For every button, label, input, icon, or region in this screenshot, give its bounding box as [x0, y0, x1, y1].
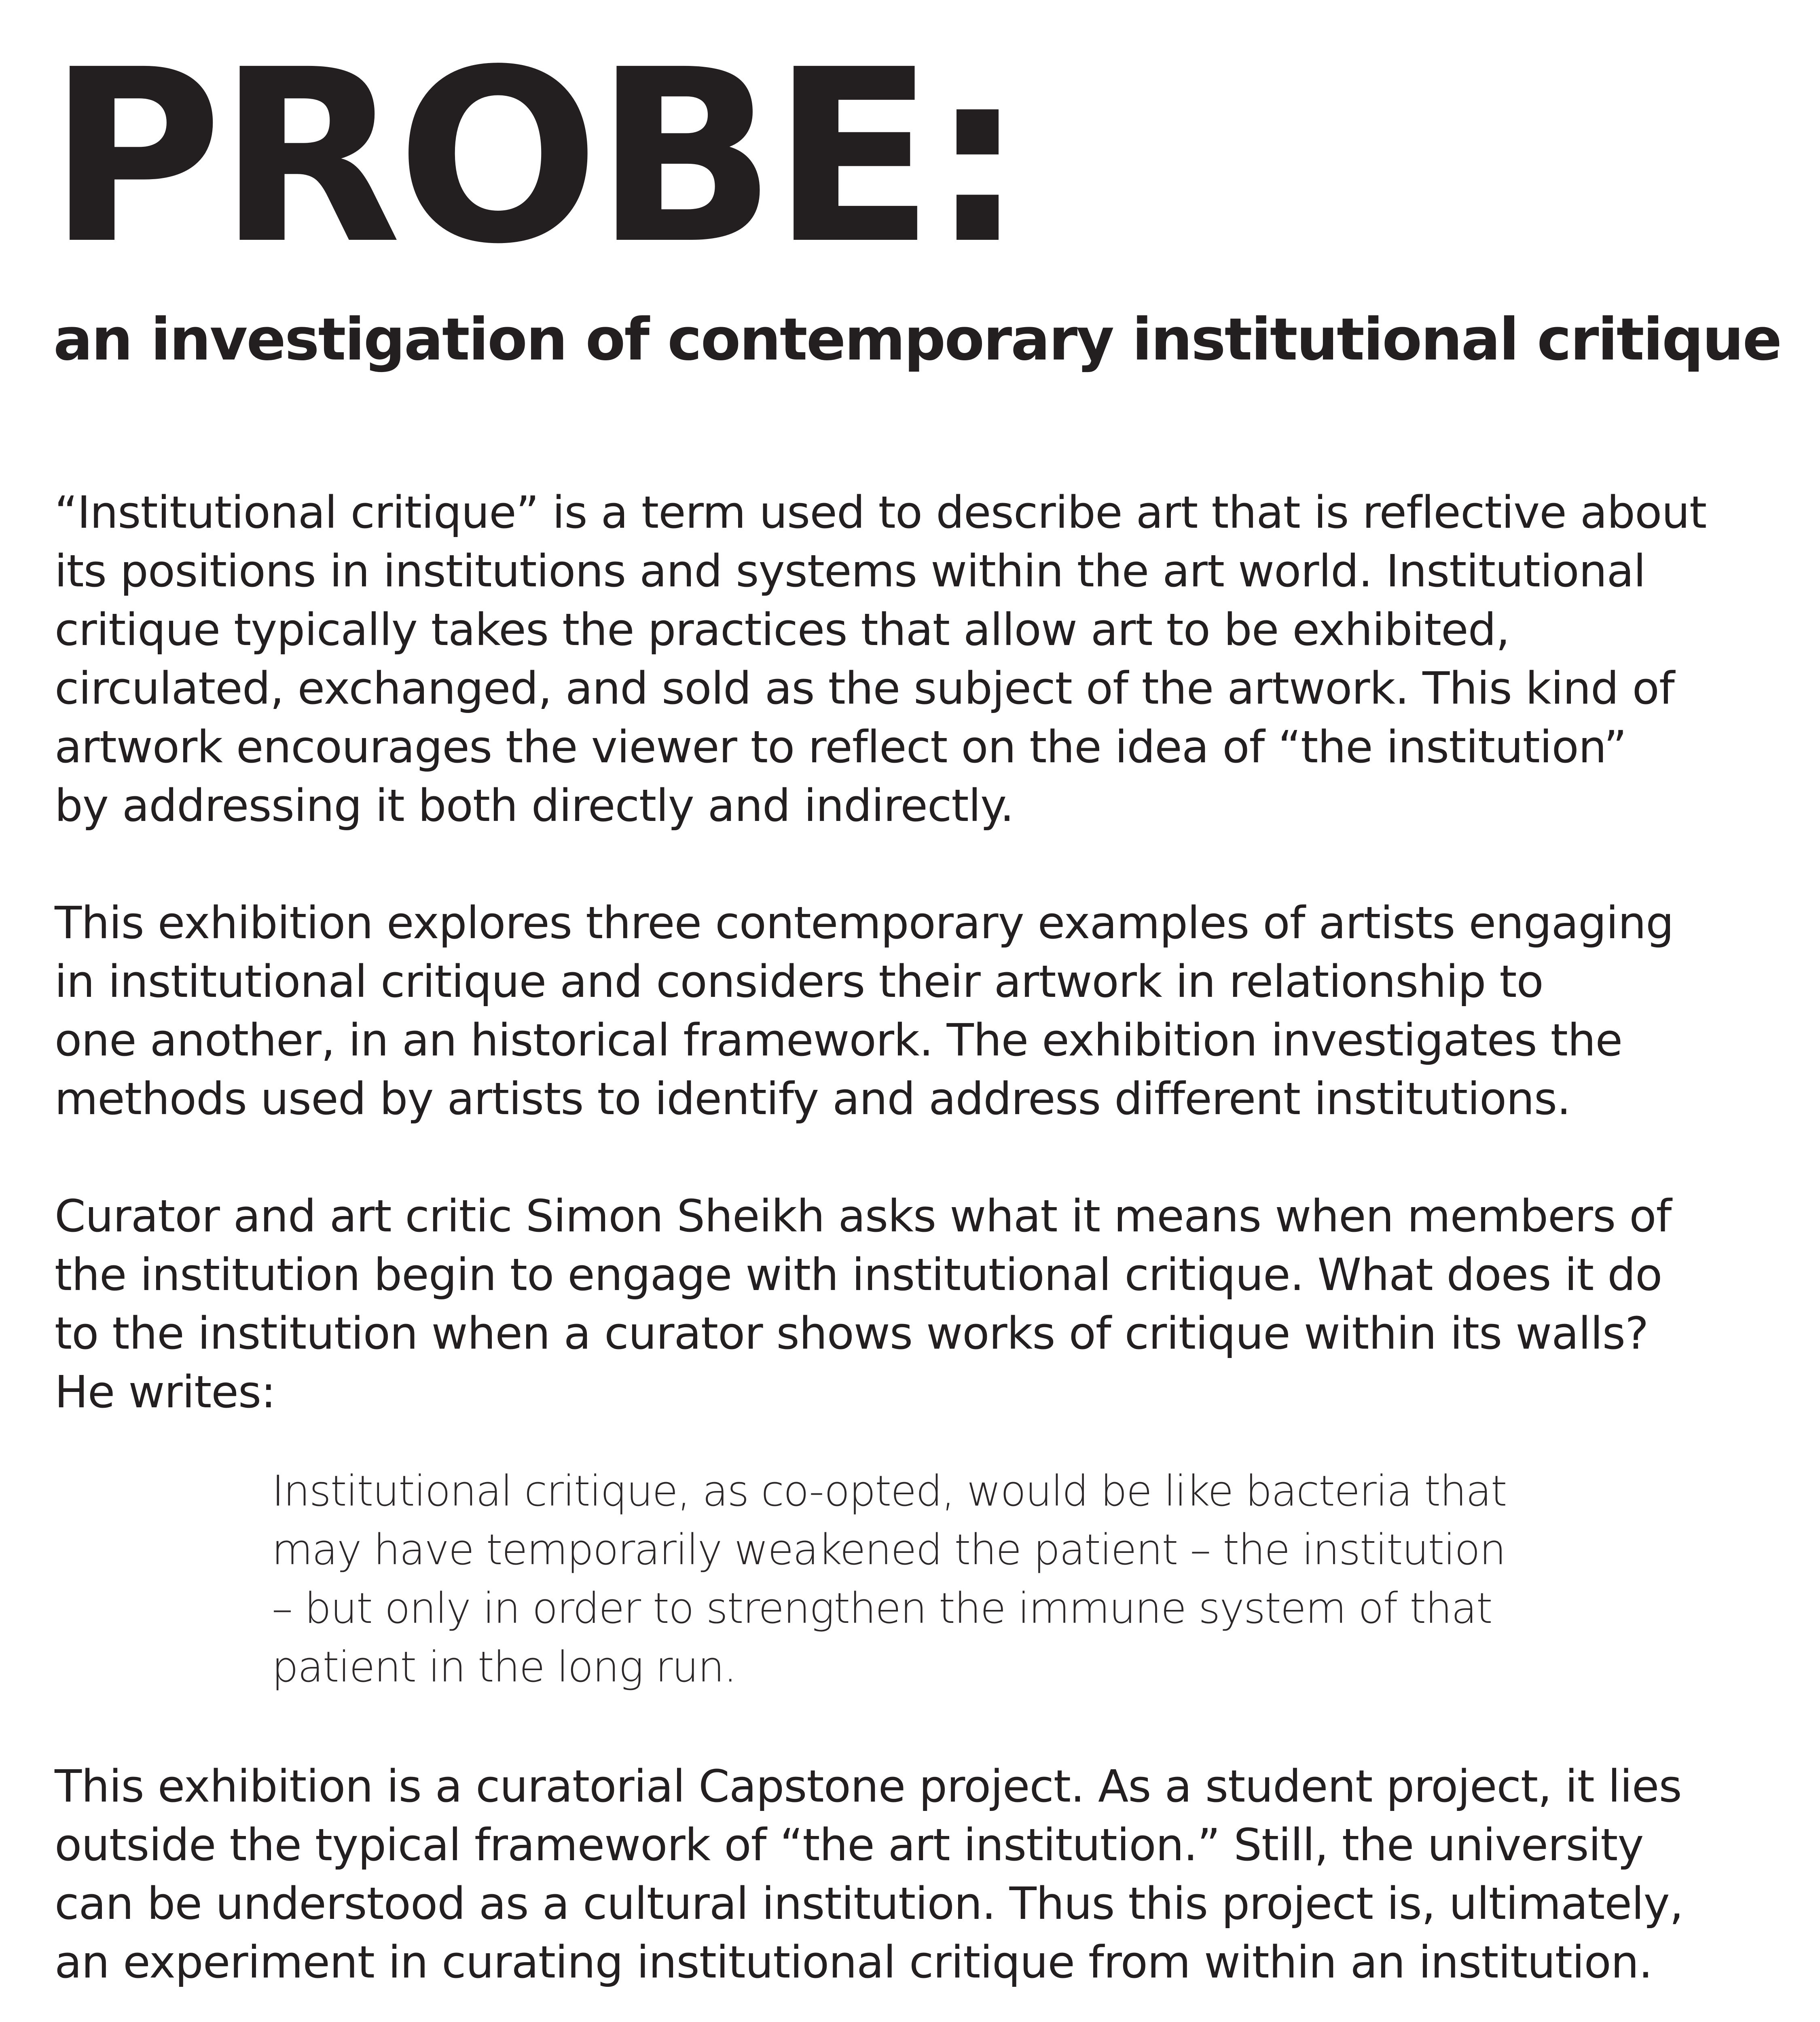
page-subtitle: an investigation of contemporary institutional critique	[53, 305, 1781, 373]
paragraph-line: This exhibition explores three contemporary examples of artists engaging	[55, 897, 1674, 949]
paragraph-line: This exhibition is a curatorial Capstone project. As a student project, it lies	[55, 1760, 1682, 1812]
paragraph-line: artwork encourages the viewer to reflect on the idea of “the institution”	[55, 721, 1627, 773]
quote-line: may have temporarily weakened the patient – the institution	[272, 1525, 1505, 1574]
intro-paragraph	[55, 483, 1786, 835]
paragraph-line: circulated, exchanged, and sold as the subject of the artwork. This kind of	[55, 662, 1674, 714]
paragraph-line: the institution begin to engage with institutional critique. What does it do	[55, 1249, 1662, 1301]
quote-line: – but only in order to strengthen the immune system of that	[272, 1584, 1492, 1633]
quote-line: Institutional critique, as co-opted, would be like bacteria that	[272, 1466, 1507, 1516]
closing-paragraph	[55, 1757, 1786, 1992]
page-title: PROBE:	[48, 19, 1020, 296]
paragraph-line: in institutional critique and considers their artwork in relationship to	[55, 956, 1543, 1007]
paragraph-line: can be understood as a cultural institution. Thus this project is, ultimately,	[55, 1878, 1683, 1929]
paragraph-line: to the institution when a curator shows works of critique within its walls?	[55, 1307, 1649, 1359]
paragraph-line: Curator and art critic Simon Sheikh asks what it means when members of	[55, 1190, 1672, 1242]
paragraph-line: outside the typical framework of “the art institution.” Still, the university	[55, 1819, 1644, 1871]
paragraph-line: by addressing it both directly and indirectly.	[55, 780, 1014, 831]
paragraph-line: its positions in institutions and systems within the art world. Institutional	[55, 545, 1646, 597]
paragraph-line: methods used by artists to identify and address different institutions.	[55, 1073, 1571, 1125]
paragraph-line: critique typically takes the practices that allow art to be exhibited,	[55, 604, 1510, 656]
paragraph-line: one another, in an historical framework. The exhibition investigates the	[55, 1014, 1623, 1066]
exhibition-paragraph	[55, 894, 1786, 1128]
paragraph-line: “Institutional critique” is a term used to describe art that is reflective about	[55, 486, 1707, 538]
block-quote	[272, 1462, 1606, 1696]
paragraph-line: He writes:	[55, 1366, 276, 1418]
curator-paragraph	[55, 1187, 1786, 1421]
paragraph-line: an experiment in curating institutional critique from within an institution.	[55, 1936, 1653, 1988]
quote-line: patient in the long run.	[272, 1642, 736, 1692]
